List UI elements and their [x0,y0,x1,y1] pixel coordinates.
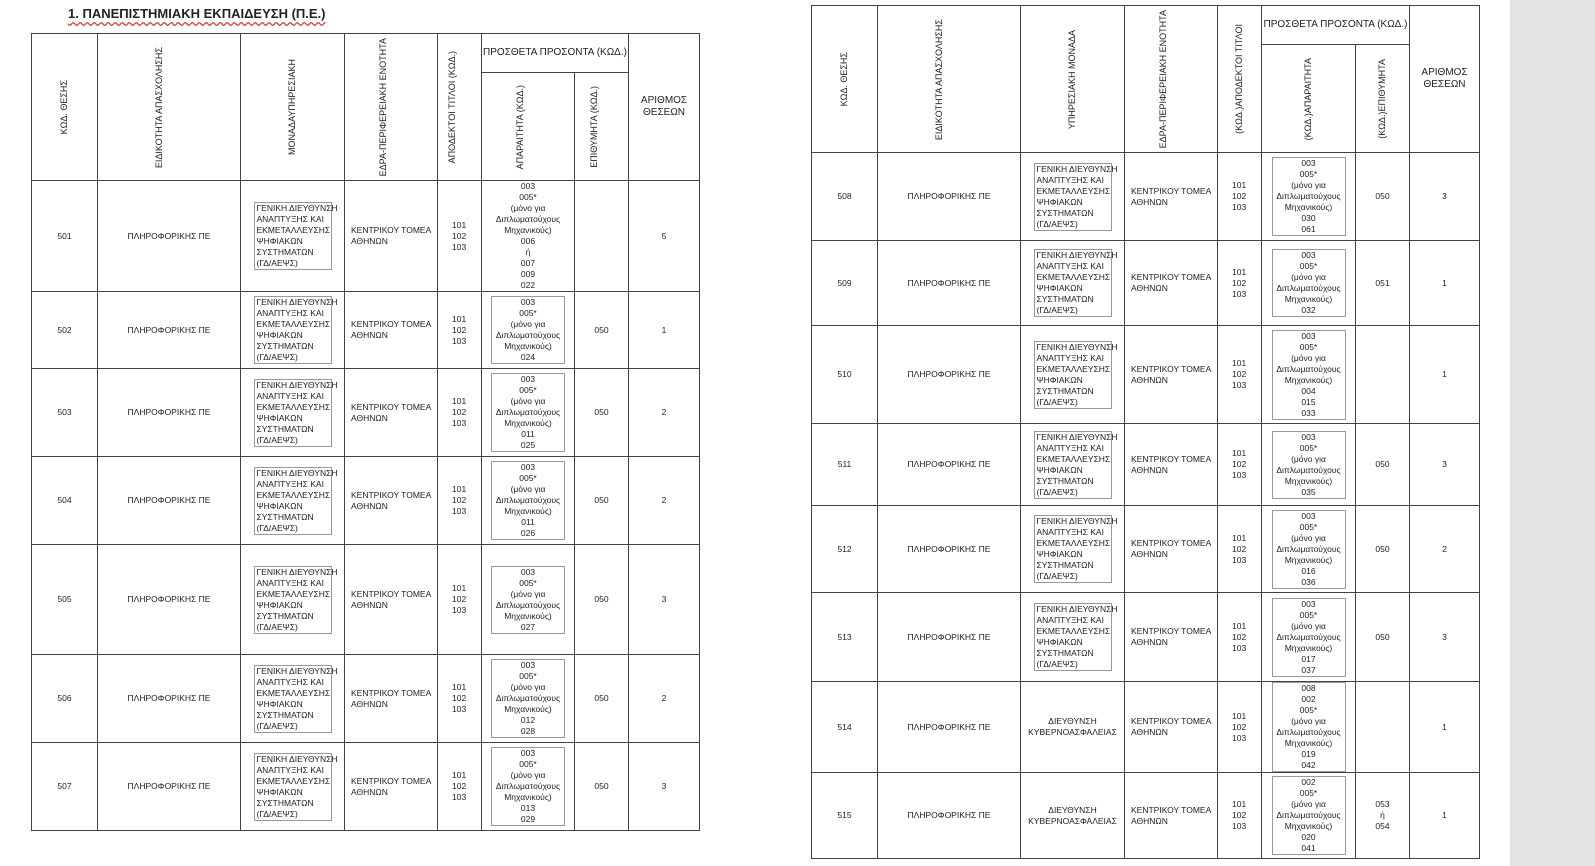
seat: ΚΕΝΤΡΙΚΟΥ ΤΟΜΕΑ ΑΘΗΝΩΝ [345,292,438,369]
required-qualifications: 003 005* (μόνο για Διπλωματούχους Μηχανικούς) 027 [491,566,565,634]
service-unit-cell [1021,153,1125,241]
header-unit: ΥΠΗΡΕΣΙΑΚΗ ΜΟΝΑΔΑ [1021,6,1125,153]
service-unit: ΓΕΝΙΚΗ ΔΙΕΥΘΥΝΣΗ ΑΝΑΠΤΥΞΗΣ ΚΑΙ ΕΚΜΕΤΑΛΛΕΥΣΗΣ ΨΗΦΙΑΚΩΝ ΣΥΣΤΗΜΑΤΩΝ (ΓΔ/ΑΕΨΣ) [254,202,332,270]
table-row [32,181,700,292]
position-code: 513 [812,593,878,682]
position-code: 509 [812,241,878,326]
service-unit: ΓΕΝΙΚΗ ΔΙΕΥΘΥΝΣΗ ΑΝΑΠΤΥΞΗΣ ΚΑΙ ΕΚΜΕΤΑΛΛΕΥΣΗΣ ΨΗΦΙΑΚΩΝ ΣΥΣΤΗΜΑΤΩΝ (ΓΔ/ΑΕΨΣ) [254,566,332,634]
service-unit-cell [241,369,345,457]
vertical-scrollbar[interactable] [1510,0,1595,866]
desired-qualifications: 050 [575,743,629,831]
required-cell [1262,326,1356,424]
required-qualifications: 003 005* (μόνο για Διπλωματούχους Μηχανικούς) 011 025 [491,373,565,452]
positions-count: 3 [629,545,700,655]
required-qualifications: 003 005* (μόνο για Διπλωματούχους Μηχανικούς) 032 [1272,249,1346,317]
positions-count: 5 [629,181,700,292]
positions-count: 1 [1410,773,1480,859]
service-unit: ΓΕΝΙΚΗ ΔΙΕΥΘΥΝΣΗ ΑΝΑΠΤΥΞΗΣ ΚΑΙ ΕΚΜΕΤΑΛΛΕΥΣΗΣ ΨΗΦΙΑΚΩΝ ΣΥΣΤΗΜΑΤΩΝ (ΓΔ/ΑΕΨΣ) [1034,163,1112,231]
service-unit-cell [241,292,345,369]
specialty: ΠΛΗΡΟΦΟΡΙΚΗΣ ΠΕ [878,682,1021,773]
table-row [32,655,700,743]
table-row [812,326,1480,424]
positions-count: 1 [1410,326,1480,424]
service-unit-cell [1021,682,1125,773]
table-row [32,369,700,457]
desired-qualifications [1356,682,1410,773]
required-cell [1262,682,1356,773]
service-unit: ΓΕΝΙΚΗ ΔΙΕΥΘΥΝΣΗ ΑΝΑΠΤΥΞΗΣ ΚΑΙ ΕΚΜΕΤΑΛΛΕΥΣΗΣ ΨΗΦΙΑΚΩΝ ΣΥΣΤΗΜΑΤΩΝ (ΓΔ/ΑΕΨΣ) [1034,249,1112,317]
specialty: ΠΛΗΡΟΦΟΡΙΚΗΣ ΠΕ [878,424,1021,506]
desired-qualifications: 050 [575,369,629,457]
accepted-titles: 101 102 103 [438,743,482,831]
service-unit-cell [1021,424,1125,506]
position-code: 508 [812,153,878,241]
required-qualifications: 003 005* (μόνο για Διπλωματούχους Μηχανικούς) 013 029 [491,747,565,826]
positions-count: 2 [629,655,700,743]
desired-qualifications: 050 [575,545,629,655]
required-cell [482,292,575,369]
accepted-titles: 101 102 103 [1218,326,1262,424]
specialty: ΠΛΗΡΟΦΟΡΙΚΗΣ ΠΕ [98,369,241,457]
position-code: 501 [32,181,98,292]
required-cell [1262,506,1356,593]
desired-qualifications: 050 [1356,506,1410,593]
service-unit: ΔΙΕΥΘΥΝΣΗ ΚΥΒΕΡΝΟΑΣΦΑΛΕΙΑΣ [1028,804,1117,826]
service-unit-cell [1021,773,1125,859]
service-unit: ΓΕΝΙΚΗ ΔΙΕΥΘΥΝΣΗ ΑΝΑΠΤΥΞΗΣ ΚΑΙ ΕΚΜΕΤΑΛΛΕΥΣΗΣ ΨΗΦΙΑΚΩΝ ΣΥΣΤΗΜΑΤΩΝ (ΓΔ/ΑΕΨΣ) [1034,515,1112,583]
header-seat: ΕΔΡΑ-ΠΕΡΙΦΕΡΕΙΑΚΗ ΕΝΟΤΗΤΑ [1125,6,1218,153]
accepted-titles: 101 102 103 [438,369,482,457]
service-unit-cell [241,457,345,545]
seat: ΚΕΝΤΡΙΚΟΥ ΤΟΜΕΑ ΑΘΗΝΩΝ [1125,773,1218,859]
seat: ΚΕΝΤΡΙΚΟΥ ΤΟΜΕΑ ΑΘΗΝΩΝ [345,457,438,545]
desired-qualifications: 051 [1356,241,1410,326]
position-code: 502 [32,292,98,369]
positions-count: 2 [629,369,700,457]
positions-count: 1 [629,292,700,369]
required-qualifications: 003 005* (μόνο για Διπλωματούχους Μηχανικούς) 006 ή 007 009 022 [495,181,561,291]
positions-count: 3 [629,743,700,831]
header-titles: (ΚΩΔ.)ΑΠΟΔΕΚΤΟΙ ΤΙΤΛΟΙ [1218,6,1262,153]
position-code: 512 [812,506,878,593]
specialty: ΠΛΗΡΟΦΟΡΙΚΗΣ ΠΕ [878,241,1021,326]
seat: ΚΕΝΤΡΙΚΟΥ ΤΟΜΕΑ ΑΘΗΝΩΝ [345,181,438,292]
desired-qualifications: 050 [1356,593,1410,682]
header-desired: ΕΠΙΘΥΜΗΤΑ (ΚΩΔ.) [575,73,629,181]
desired-qualifications [1356,326,1410,424]
table-row [32,292,700,369]
positions-table-right [811,5,1480,859]
service-unit-cell [1021,593,1125,682]
service-unit: ΓΕΝΙΚΗ ΔΙΕΥΘΥΝΣΗ ΑΝΑΠΤΥΞΗΣ ΚΑΙ ΕΚΜΕΤΑΛΛΕΥΣΗΣ ΨΗΦΙΑΚΩΝ ΣΥΣΤΗΜΑΤΩΝ (ΓΔ/ΑΕΨΣ) [1034,431,1112,499]
required-qualifications: 003 005* (μόνο για Διπλωματούχους Μηχανικούς) 011 026 [491,461,565,540]
page-title: 1. ΠΑΝΕΠΙΣΤΗΜΙΑΚΗ ΕΚΠΑΙΔΕΥΣΗ (Π.Ε.) [68,6,326,21]
accepted-titles: 101 102 103 [438,292,482,369]
positions-count: 3 [1410,424,1480,506]
desired-qualifications: 050 [575,457,629,545]
positions-count: 2 [1410,506,1480,593]
table-row [812,593,1480,682]
seat: ΚΕΝΤΡΙΚΟΥ ΤΟΜΕΑ ΑΘΗΝΩΝ [1125,241,1218,326]
service-unit: ΓΕΝΙΚΗ ΔΙΕΥΘΥΝΣΗ ΑΝΑΠΤΥΞΗΣ ΚΑΙ ΕΚΜΕΤΑΛΛΕΥΣΗΣ ΨΗΦΙΑΚΩΝ ΣΥΣΤΗΜΑΤΩΝ (ΓΔ/ΑΕΨΣ) [1034,603,1112,671]
required-qualifications: 003 005* (μόνο για Διπλωματούχους Μηχανικούς) 035 [1272,431,1346,499]
positions-count: 3 [1410,593,1480,682]
seat: ΚΕΝΤΡΙΚΟΥ ΤΟΜΕΑ ΑΘΗΝΩΝ [1125,326,1218,424]
accepted-titles: 101 102 103 [1218,241,1262,326]
specialty: ΠΛΗΡΟΦΟΡΙΚΗΣ ΠΕ [98,655,241,743]
header-code: ΚΩΔ. ΘΕΣΗΣ [812,6,878,153]
accepted-titles: 101 102 103 [438,457,482,545]
required-cell [1262,241,1356,326]
header-desired: (ΚΩΔ.)ΕΠΙΘΥΜΗΤΑ [1356,45,1410,153]
positions-count: 1 [1410,241,1480,326]
service-unit: ΓΕΝΙΚΗ ΔΙΕΥΘΥΝΣΗ ΑΝΑΠΤΥΞΗΣ ΚΑΙ ΕΚΜΕΤΑΛΛΕΥΣΗΣ ΨΗΦΙΑΚΩΝ ΣΥΣΤΗΜΑΤΩΝ (ΓΔ/ΑΕΨΣ) [254,296,332,364]
required-cell [1262,593,1356,682]
table-row [32,743,700,831]
position-code: 511 [812,424,878,506]
header-positions: ΑΡΙΘΜΟΣ ΘΕΣΕΩΝ [1410,6,1480,153]
specialty: ΠΛΗΡΟΦΟΡΙΚΗΣ ΠΕ [98,545,241,655]
seat: ΚΕΝΤΡΙΚΟΥ ΤΟΜΕΑ ΑΘΗΝΩΝ [1125,593,1218,682]
header-seat: ΕΔΡΑ-ΠΕΡΙΦΕΡΕΙΑΚΗ ΕΝΟΤΗΤΑ [345,34,438,181]
service-unit-cell [241,743,345,831]
accepted-titles: 101 102 103 [1218,506,1262,593]
required-qualifications: 002 005* (μόνο για Διπλωματούχους Μηχανικούς) 020 041 [1272,776,1346,855]
desired-qualifications: 050 [575,655,629,743]
required-cell [482,743,575,831]
position-code: 510 [812,326,878,424]
service-unit: ΔΙΕΥΘΥΝΣΗ ΚΥΒΕΡΝΟΑΣΦΑΛΕΙΑΣ [1028,716,1117,738]
positions-count: 2 [629,457,700,545]
positions-table-left [31,33,700,831]
service-unit: ΓΕΝΙΚΗ ΔΙΕΥΘΥΝΣΗ ΑΝΑΠΤΥΞΗΣ ΚΑΙ ΕΚΜΕΤΑΛΛΕΥΣΗΣ ΨΗΦΙΑΚΩΝ ΣΥΣΤΗΜΑΤΩΝ (ΓΔ/ΑΕΨΣ) [1034,341,1112,409]
required-cell [1262,424,1356,506]
header-required: ΑΠΑΡΑΙΤΗΤΑ (ΚΩΔ.) [482,73,575,181]
required-cell [482,369,575,457]
specialty: ΠΛΗΡΟΦΟΡΙΚΗΣ ΠΕ [878,773,1021,859]
required-cell [482,457,575,545]
required-qualifications: 003 005* (μόνο για Διπλωματούχους Μηχανικούς) 016 036 [1272,510,1346,589]
position-code: 503 [32,369,98,457]
accepted-titles: 101 102 103 [1218,682,1262,773]
position-code: 514 [812,682,878,773]
service-unit-cell [241,655,345,743]
header-code: ΚΩΔ. ΘΕΣΗΣ [32,34,98,181]
accepted-titles: 101 102 103 [1218,153,1262,241]
accepted-titles: 101 102 103 [438,655,482,743]
service-unit-cell [241,545,345,655]
header-titles: ΑΠΟΔΕΚΤΟΙ ΤΙΤΛΟΙ (ΚΩΔ.) [438,34,482,181]
header-specialty: ΕΙΔΙΚΟΤΗΤΑ ΑΠΑΣΧΟΛΗΣΗΣ [878,6,1021,153]
specialty: ΠΛΗΡΟΦΟΡΙΚΗΣ ΠΕ [878,153,1021,241]
positions-count: 1 [1410,682,1480,773]
seat: ΚΕΝΤΡΙΚΟΥ ΤΟΜΕΑ ΑΘΗΝΩΝ [1125,424,1218,506]
table-row [812,506,1480,593]
desired-qualifications: 050 [1356,153,1410,241]
seat: ΚΕΝΤΡΙΚΟΥ ΤΟΜΕΑ ΑΘΗΝΩΝ [345,545,438,655]
seat: ΚΕΝΤΡΙΚΟΥ ΤΟΜΕΑ ΑΘΗΝΩΝ [1125,506,1218,593]
service-unit: ΓΕΝΙΚΗ ΔΙΕΥΘΥΝΣΗ ΑΝΑΠΤΥΞΗΣ ΚΑΙ ΕΚΜΕΤΑΛΛΕΥΣΗΣ ΨΗΦΙΑΚΩΝ ΣΥΣΤΗΜΑΤΩΝ (ΓΔ/ΑΕΨΣ) [254,467,332,535]
service-unit: ΓΕΝΙΚΗ ΔΙΕΥΘΥΝΣΗ ΑΝΑΠΤΥΞΗΣ ΚΑΙ ΕΚΜΕΤΑΛΛΕΥΣΗΣ ΨΗΦΙΑΚΩΝ ΣΥΣΤΗΜΑΤΩΝ (ΓΔ/ΑΕΨΣ) [254,379,332,447]
header-extra: ΠΡΟΣΘΕΤΑ ΠΡΟΣΟΝΤΑ (ΚΩΔ.) [482,34,629,73]
specialty: ΠΛΗΡΟΦΟΡΙΚΗΣ ΠΕ [98,743,241,831]
table-row [812,424,1480,506]
position-code: 515 [812,773,878,859]
position-code: 506 [32,655,98,743]
table-row [812,153,1480,241]
required-qualifications: 003 005* (μόνο για Διπλωματούχους Μηχανικούς) 030 061 [1272,157,1346,236]
required-cell [482,181,575,292]
required-cell [1262,153,1356,241]
position-code: 507 [32,743,98,831]
service-unit-cell [241,181,345,292]
accepted-titles: 101 102 103 [438,545,482,655]
table-row [812,241,1480,326]
desired-qualifications: 050 [1356,424,1410,506]
header-extra: ΠΡΟΣΘΕΤΑ ΠΡΟΣΟΝΤΑ (ΚΩΔ.) [1262,6,1410,45]
header-specialty: ΕΙΔΙΚΟΤΗΤΑ ΑΠΑΣΧΟΛΗΣΗΣ [98,34,241,181]
specialty: ΠΛΗΡΟΦΟΡΙΚΗΣ ΠΕ [98,292,241,369]
position-code: 504 [32,457,98,545]
accepted-titles: 101 102 103 [1218,773,1262,859]
accepted-titles: 101 102 103 [1218,424,1262,506]
seat: ΚΕΝΤΡΙΚΟΥ ΤΟΜΕΑ ΑΘΗΝΩΝ [345,655,438,743]
position-code: 505 [32,545,98,655]
specialty: ΠΛΗΡΟΦΟΡΙΚΗΣ ΠΕ [98,457,241,545]
desired-qualifications: 050 [575,292,629,369]
required-cell [1262,773,1356,859]
specialty: ΠΛΗΡΟΦΟΡΙΚΗΣ ΠΕ [98,181,241,292]
service-unit: ΓΕΝΙΚΗ ΔΙΕΥΘΥΝΣΗ ΑΝΑΠΤΥΞΗΣ ΚΑΙ ΕΚΜΕΤΑΛΛΕΥΣΗΣ ΨΗΦΙΑΚΩΝ ΣΥΣΤΗΜΑΤΩΝ (ΓΔ/ΑΕΨΣ) [254,665,332,733]
specialty: ΠΛΗΡΟΦΟΡΙΚΗΣ ΠΕ [878,506,1021,593]
service-unit: ΓΕΝΙΚΗ ΔΙΕΥΘΥΝΣΗ ΑΝΑΠΤΥΞΗΣ ΚΑΙ ΕΚΜΕΤΑΛΛΕΥΣΗΣ ΨΗΦΙΑΚΩΝ ΣΥΣΤΗΜΑΤΩΝ (ΓΔ/ΑΕΨΣ) [254,753,332,821]
seat: ΚΕΝΤΡΙΚΟΥ ΤΟΜΕΑ ΑΘΗΝΩΝ [1125,153,1218,241]
required-cell [482,545,575,655]
seat: ΚΕΝΤΡΙΚΟΥ ΤΟΜΕΑ ΑΘΗΝΩΝ [345,743,438,831]
table-row [812,773,1480,859]
positions-count: 3 [1410,153,1480,241]
table-row [812,682,1480,773]
specialty: ΠΛΗΡΟΦΟΡΙΚΗΣ ΠΕ [878,326,1021,424]
required-qualifications: 003 005* (μόνο για Διπλωματούχους Μηχανικούς) 024 [491,296,565,364]
seat: ΚΕΝΤΡΙΚΟΥ ΤΟΜΕΑ ΑΘΗΝΩΝ [345,369,438,457]
accepted-titles: 101 102 103 [1218,593,1262,682]
required-qualifications: 008 002 005* (μόνο για Διπλωματούχους Μηχανικούς) 019 042 [1272,682,1346,772]
service-unit-cell [1021,326,1125,424]
header-unit: ΜΟΝΑΔΑΥΠΗΡΕΣΙΑΚΗ [241,34,345,181]
service-unit-cell [1021,506,1125,593]
desired-qualifications [575,181,629,292]
header-required: (ΚΩΔ.)ΑΠΑΡΑΙΤΗΤΑ [1262,45,1356,153]
accepted-titles: 101 102 103 [438,181,482,292]
specialty: ΠΛΗΡΟΦΟΡΙΚΗΣ ΠΕ [878,593,1021,682]
required-cell [482,655,575,743]
required-qualifications: 003 005* (μόνο για Διπλωματούχους Μηχανικούς) 012 028 [491,659,565,738]
desired-qualifications: 053 ή 054 [1356,773,1410,859]
seat: ΚΕΝΤΡΙΚΟΥ ΤΟΜΕΑ ΑΘΗΝΩΝ [1125,682,1218,773]
service-unit-cell [1021,241,1125,326]
table-row [32,545,700,655]
required-qualifications: 003 005* (μόνο για Διπλωματούχους Μηχανικούς) 017 037 [1272,598,1346,677]
required-qualifications: 003 005* (μόνο για Διπλωματούχους Μηχανικούς) 004 015 033 [1272,330,1346,420]
table-row [32,457,700,545]
header-positions: ΑΡΙΘΜΟΣ ΘΕΣΕΩΝ [629,34,700,181]
